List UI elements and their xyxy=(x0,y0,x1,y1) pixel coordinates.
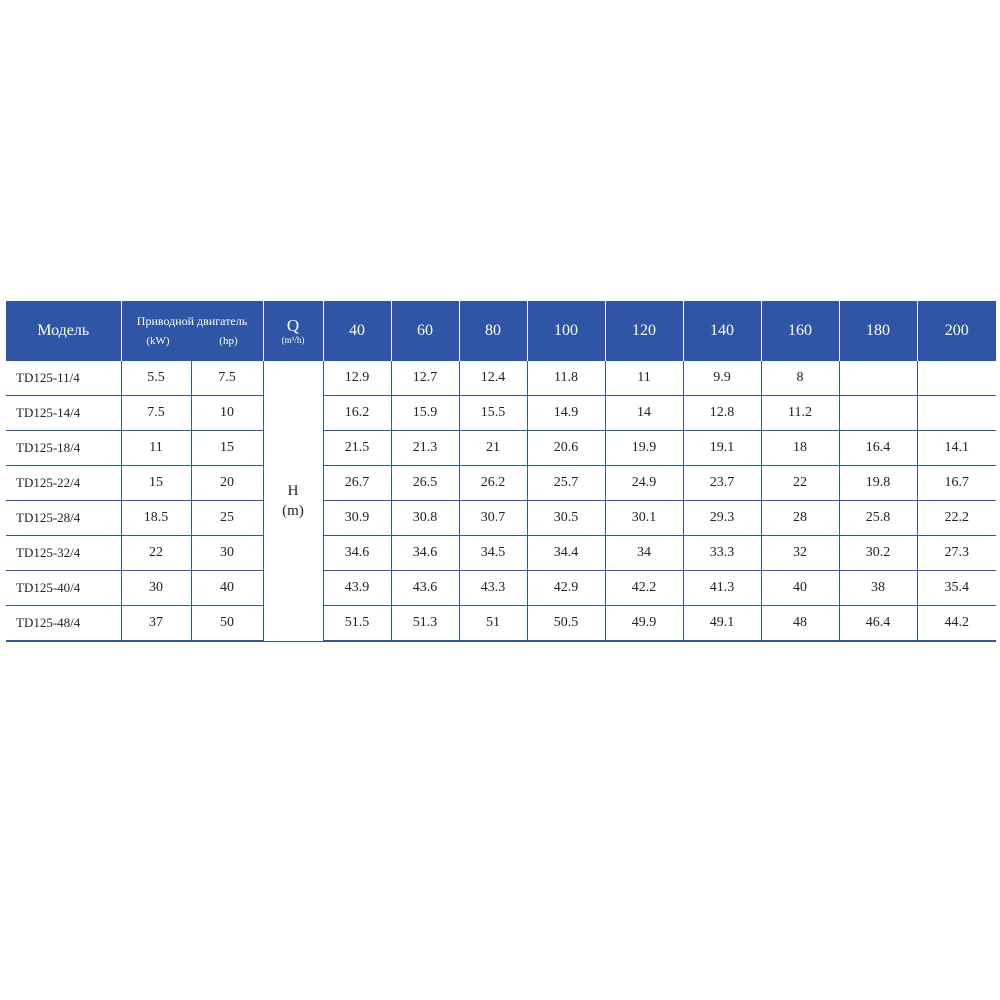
header-flow: 160 xyxy=(761,301,839,361)
header-kw-unit: (kW) xyxy=(146,335,170,347)
head-value-cell: 30.8 xyxy=(391,501,459,536)
table-row xyxy=(6,361,996,396)
table-row xyxy=(6,501,996,536)
head-value-cell: 16.7 xyxy=(917,466,996,501)
head-value-cell: 51.5 xyxy=(323,606,391,642)
head-value-cell: 22 xyxy=(761,466,839,501)
head-value-cell: 35.4 xyxy=(917,571,996,606)
header-q-label: Q xyxy=(286,316,300,335)
kw-cell: 15 xyxy=(121,466,191,501)
head-value-cell xyxy=(917,396,996,431)
head-value-cell: 34.4 xyxy=(527,536,605,571)
head-value-cell: 42.9 xyxy=(527,571,605,606)
head-label: H xyxy=(287,482,299,499)
head-value-cell: 48 xyxy=(761,606,839,642)
header-flow: 140 xyxy=(683,301,761,361)
head-value-cell: 43.3 xyxy=(459,571,527,606)
head-value-cell: 38 xyxy=(839,571,917,606)
model-cell: TD125-11/4 xyxy=(6,361,121,396)
header-flow: 40 xyxy=(323,301,391,361)
head-value-cell: 12.7 xyxy=(391,361,459,396)
head-value-cell: 26.7 xyxy=(323,466,391,501)
hp-cell: 50 xyxy=(191,606,263,642)
head-value-cell: 30.2 xyxy=(839,536,917,571)
head-value-cell: 43.9 xyxy=(323,571,391,606)
head-value-cell: 16.4 xyxy=(839,431,917,466)
model-cell: TD125-22/4 xyxy=(6,466,121,501)
head-value-cell: 42.2 xyxy=(605,571,683,606)
head-value-cell: 30.5 xyxy=(527,501,605,536)
head-value-cell: 51 xyxy=(459,606,527,642)
head-value-cell xyxy=(917,361,996,396)
head-value-cell: 11.2 xyxy=(761,396,839,431)
head-value-cell: 50.5 xyxy=(527,606,605,642)
head-value-cell: 20.6 xyxy=(527,431,605,466)
kw-cell: 11 xyxy=(121,431,191,466)
head-value-cell: 14.9 xyxy=(527,396,605,431)
head-value-cell: 11.8 xyxy=(527,361,605,396)
hp-cell: 20 xyxy=(191,466,263,501)
head-value-cell: 30.7 xyxy=(459,501,527,536)
hp-cell: 15 xyxy=(191,431,263,466)
head-value-cell: 23.7 xyxy=(683,466,761,501)
head-value-cell: 12.9 xyxy=(323,361,391,396)
pump-performance-table-wrapper xyxy=(6,301,996,642)
head-value-cell: 21 xyxy=(459,431,527,466)
head-value-cell: 26.2 xyxy=(459,466,527,501)
kw-cell: 18.5 xyxy=(121,501,191,536)
head-value-cell xyxy=(839,361,917,396)
head-value-cell: 12.8 xyxy=(683,396,761,431)
header-flow: 180 xyxy=(839,301,917,361)
table-row xyxy=(6,396,996,431)
header-flow: 80 xyxy=(459,301,527,361)
head-value-cell: 34.5 xyxy=(459,536,527,571)
head-value-cell: 22.2 xyxy=(917,501,996,536)
table-row xyxy=(6,536,996,571)
head-value-cell: 25.8 xyxy=(839,501,917,536)
hp-cell: 25 xyxy=(191,501,263,536)
pump-performance-table xyxy=(6,301,996,642)
header-flow: 200 xyxy=(917,301,996,361)
hp-cell: 40 xyxy=(191,571,263,606)
header-q-unit: (m³/h) xyxy=(281,335,305,345)
header-flow: 100 xyxy=(527,301,605,361)
model-cell: TD125-32/4 xyxy=(6,536,121,571)
head-value-cell: 14.1 xyxy=(917,431,996,466)
kw-cell: 22 xyxy=(121,536,191,571)
head-value-cell: 33.3 xyxy=(683,536,761,571)
hp-cell: 10 xyxy=(191,396,263,431)
head-value-cell: 46.4 xyxy=(839,606,917,642)
head-value-cell: 16.2 xyxy=(323,396,391,431)
head-value-cell xyxy=(839,396,917,431)
head-value-cell: 41.3 xyxy=(683,571,761,606)
header-q xyxy=(263,301,323,361)
head-label-cell xyxy=(263,361,323,641)
kw-cell: 30 xyxy=(121,571,191,606)
table-row xyxy=(6,571,996,606)
head-value-cell: 28 xyxy=(761,501,839,536)
head-value-cell: 49.9 xyxy=(605,606,683,642)
hp-cell: 7.5 xyxy=(191,361,263,396)
head-value-cell: 34.6 xyxy=(391,536,459,571)
head-value-cell: 21.3 xyxy=(391,431,459,466)
head-value-cell: 27.3 xyxy=(917,536,996,571)
head-value-cell: 30.1 xyxy=(605,501,683,536)
table-row xyxy=(6,431,996,466)
hp-cell: 30 xyxy=(191,536,263,571)
kw-cell: 37 xyxy=(121,606,191,642)
header-motor-label: Приводной двигатель xyxy=(136,314,248,328)
head-value-cell: 24.9 xyxy=(605,466,683,501)
header-row xyxy=(6,301,996,361)
head-unit: (m) xyxy=(282,502,304,519)
head-value-cell: 8 xyxy=(761,361,839,396)
head-value-cell: 34.6 xyxy=(323,536,391,571)
head-value-cell: 12.4 xyxy=(459,361,527,396)
head-value-cell: 51.3 xyxy=(391,606,459,642)
head-value-cell: 32 xyxy=(761,536,839,571)
head-value-cell: 11 xyxy=(605,361,683,396)
model-cell: TD125-14/4 xyxy=(6,396,121,431)
head-value-cell: 14 xyxy=(605,396,683,431)
head-value-cell: 34 xyxy=(605,536,683,571)
header-flow: 60 xyxy=(391,301,459,361)
table-row xyxy=(6,606,996,642)
header-hp-unit: (hp) xyxy=(219,335,238,347)
header-model: Модель xyxy=(6,301,121,361)
head-value-cell: 18 xyxy=(761,431,839,466)
head-value-cell: 29.3 xyxy=(683,501,761,536)
model-cell: TD125-28/4 xyxy=(6,501,121,536)
kw-cell: 5.5 xyxy=(121,361,191,396)
table-row xyxy=(6,466,996,501)
head-value-cell: 40 xyxy=(761,571,839,606)
model-cell: TD125-40/4 xyxy=(6,571,121,606)
head-value-cell: 19.9 xyxy=(605,431,683,466)
head-value-cell: 15.5 xyxy=(459,396,527,431)
head-value-cell: 21.5 xyxy=(323,431,391,466)
header-motor xyxy=(121,301,263,361)
kw-cell: 7.5 xyxy=(121,396,191,431)
head-value-cell: 25.7 xyxy=(527,466,605,501)
model-cell: TD125-48/4 xyxy=(6,606,121,642)
model-cell: TD125-18/4 xyxy=(6,431,121,466)
head-value-cell: 19.1 xyxy=(683,431,761,466)
head-value-cell: 15.9 xyxy=(391,396,459,431)
head-value-cell: 49.1 xyxy=(683,606,761,642)
head-value-cell: 26.5 xyxy=(391,466,459,501)
head-value-cell: 43.6 xyxy=(391,571,459,606)
header-flow: 120 xyxy=(605,301,683,361)
head-value-cell: 30.9 xyxy=(323,501,391,536)
head-value-cell: 44.2 xyxy=(917,606,996,642)
head-value-cell: 9.9 xyxy=(683,361,761,396)
head-value-cell: 19.8 xyxy=(839,466,917,501)
